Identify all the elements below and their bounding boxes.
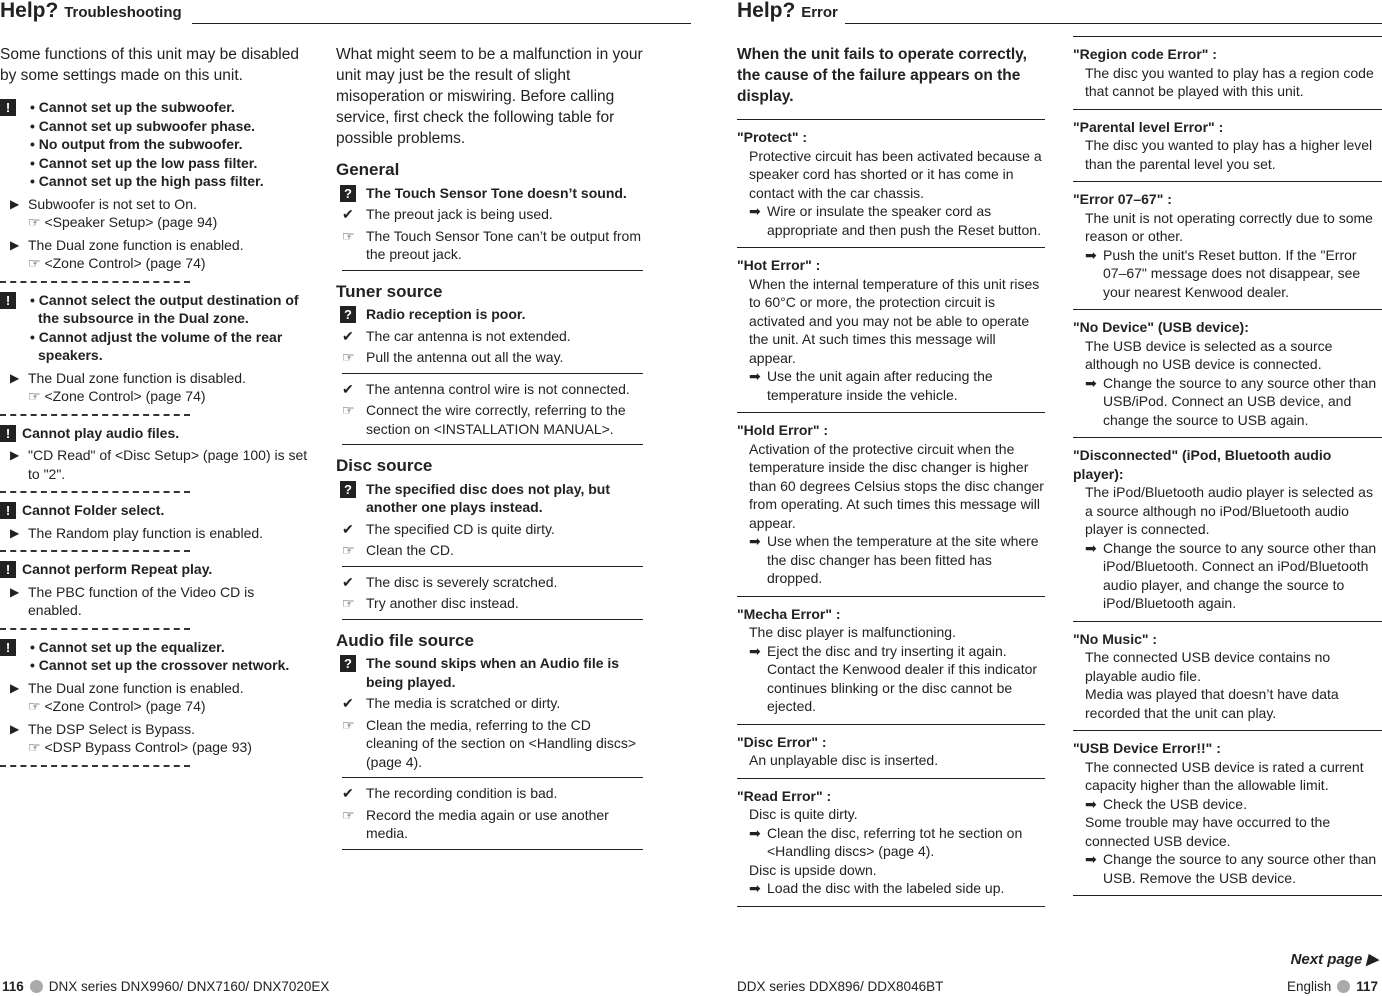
group-title: General bbox=[336, 160, 400, 179]
triangle-icon: ▶ bbox=[10, 584, 20, 599]
dashed-divider bbox=[0, 550, 190, 552]
cause-item bbox=[336, 205, 643, 224]
error-description: The unit is not operating correctly due to some reason or other. bbox=[1085, 209, 1373, 244]
divider bbox=[737, 596, 1045, 597]
cause-text: The media is scratched or dirty. bbox=[366, 695, 561, 711]
malfunction-intro: What might seem to be a malfunction in your unit may just be the result of slight misoperation or miswiring. Before calling service, first check the following table for possible problems. bbox=[336, 46, 643, 147]
error-title: "Disconnected" (iPod, Bluetooth audio player): bbox=[1073, 447, 1332, 482]
cause-item bbox=[336, 694, 643, 713]
triangle-icon: ▶ bbox=[10, 721, 20, 736]
dashed-divider bbox=[0, 491, 190, 493]
next-page-link[interactable]: Next page ▶ bbox=[1290, 951, 1378, 968]
symptom-text: • Cannot set up the subwoofer. bbox=[30, 99, 235, 115]
error-description: The connected USB device is rated a current capacity higher than the allowable limit. bbox=[1085, 758, 1364, 793]
symptom-text: • Cannot set up the high pass filter. bbox=[30, 173, 264, 189]
error-title: "No Device" (USB device): bbox=[1073, 319, 1249, 335]
dashed-divider bbox=[0, 628, 190, 630]
warning-icon: ! bbox=[0, 425, 16, 442]
cause-item bbox=[0, 446, 310, 483]
troubleshooting-block bbox=[0, 501, 310, 520]
cause-item bbox=[0, 583, 310, 620]
question-icon: ? bbox=[340, 306, 356, 323]
error-title: "Hot Error" : bbox=[737, 257, 821, 273]
divider bbox=[342, 444, 643, 445]
remedy-text: The Touch Sensor Tone can’t be output from the preout jack. bbox=[366, 227, 641, 262]
remedy-text: Clean the CD. bbox=[366, 542, 454, 558]
remedy-item bbox=[336, 227, 643, 264]
error-action bbox=[737, 824, 1045, 861]
cause-text: The antenna control wire is not connected. bbox=[366, 380, 630, 397]
error-description: The connected USB device contains no playable audio file. bbox=[1085, 649, 1331, 684]
cause-text: The preout jack is being used. bbox=[366, 206, 553, 222]
arrow-icon: ➡ bbox=[749, 368, 761, 384]
troubleshooting-block bbox=[0, 638, 310, 675]
warning-icon: ! bbox=[0, 639, 16, 656]
remedy-icon: ☞ bbox=[342, 716, 355, 733]
error-list-2 bbox=[1073, 45, 1382, 896]
divider bbox=[737, 119, 1045, 120]
right-header-title bbox=[737, 2, 838, 23]
action-text: Change the source to any source other than USB. Remove the USB device. bbox=[1103, 851, 1377, 886]
cause-item bbox=[336, 573, 643, 592]
error-action bbox=[1073, 246, 1382, 302]
help-label: Help? bbox=[737, 0, 796, 22]
warning-icon: ! bbox=[0, 561, 16, 578]
troubleshooting-intro: Some functions of this unit may be disabled by some settings made on this unit. bbox=[0, 46, 299, 84]
remedy-icon: ☞ bbox=[342, 806, 355, 823]
right-page-number: 117 bbox=[1356, 979, 1378, 994]
action-text: Change the source to any source other than iPod/Bluetooth. Connect an iPod/Bluetooth audio player, and change the source to iPod/Bluetooth again. bbox=[1103, 539, 1377, 611]
group-title: Audio file source bbox=[336, 630, 474, 650]
symptom-text: • Cannot set up the crossover network. bbox=[30, 657, 290, 673]
action-text: Push the unit's Reset button. If the "Error 07–67" message does not disappear, see your nearest Kenwood dealer. bbox=[1103, 246, 1361, 300]
cause-text: The Dual zone function is enabled. bbox=[28, 236, 244, 253]
cause-text: Subwoofer is not set to On. bbox=[28, 195, 197, 212]
remedy-item bbox=[336, 401, 643, 438]
error-title: "Error 07–67" : bbox=[1073, 191, 1172, 207]
warning-icon: ! bbox=[0, 502, 16, 519]
remedy-item bbox=[336, 348, 643, 367]
remedy-text: Pull the antenna out all the way. bbox=[366, 349, 564, 365]
help-label: Help? bbox=[0, 0, 59, 22]
arrow-icon: ➡ bbox=[1085, 795, 1097, 812]
remedy-item bbox=[336, 806, 643, 843]
error-action bbox=[737, 202, 1045, 239]
divider bbox=[1073, 309, 1382, 310]
question-icon: ? bbox=[340, 481, 356, 498]
dashed-divider bbox=[0, 281, 190, 283]
error-action bbox=[737, 532, 1045, 588]
page-reference: ☞ <Zone Control> (page 74) bbox=[28, 255, 206, 271]
symptom-text: • Cannot set up the equalizer. bbox=[30, 638, 225, 655]
warning-icon: ! bbox=[0, 292, 16, 309]
check-icon: ✔ bbox=[342, 380, 354, 397]
arrow-icon: ➡ bbox=[1085, 374, 1097, 391]
cause-item bbox=[336, 327, 643, 346]
divider bbox=[342, 777, 643, 778]
divider bbox=[737, 412, 1045, 413]
error-title: "Disc Error" : bbox=[737, 733, 827, 750]
troubleshooting-block bbox=[0, 98, 310, 191]
problem-text: The sound skips when an Audio file is being played. bbox=[366, 655, 620, 690]
cause-item bbox=[336, 784, 643, 803]
remedy-text: Record the media again or use another media. bbox=[366, 806, 609, 841]
divider bbox=[342, 619, 643, 620]
cause-text: The specified CD is quite dirty. bbox=[366, 520, 555, 537]
problem-text: Radio reception is poor. bbox=[366, 306, 526, 322]
error-title: "USB Device Error!!" : bbox=[1073, 740, 1221, 756]
divider bbox=[342, 373, 643, 374]
error-description: The disc you wanted to play has a higher level than the parental level you set. bbox=[1085, 137, 1373, 172]
arrow-icon: ➡ bbox=[1085, 851, 1097, 867]
group-title: Disc source bbox=[336, 456, 433, 475]
symptom-text: • Cannot set up the low pass filter. bbox=[30, 154, 258, 171]
remedy-icon: ☞ bbox=[342, 227, 355, 244]
page-reference: ☞ <Zone Control> (page 74) bbox=[28, 388, 206, 404]
error-description: The disc you wanted to play has a region code that cannot be played with this unit. bbox=[1085, 64, 1374, 99]
triangle-icon: ▶ bbox=[10, 237, 20, 252]
cause-item bbox=[0, 195, 310, 214]
troubleshooting-block bbox=[0, 424, 310, 443]
cause-text: The PBC function of the Video CD is enabled. bbox=[28, 583, 255, 618]
cause-item bbox=[0, 236, 310, 255]
triangle-icon: ▶ bbox=[10, 370, 20, 385]
error-action bbox=[737, 642, 1045, 716]
error-action bbox=[1073, 539, 1382, 613]
remedy-item bbox=[336, 594, 643, 613]
error-action bbox=[1073, 850, 1382, 887]
right-header-rule bbox=[845, 23, 1382, 24]
problem-item bbox=[336, 654, 643, 691]
section-subtitle: Error bbox=[801, 4, 838, 21]
remedy-item bbox=[336, 541, 643, 560]
cause-text: The car antenna is not extended. bbox=[366, 327, 571, 344]
cause-item bbox=[0, 369, 310, 388]
divider bbox=[1073, 181, 1382, 182]
error-description: Media was played that doesn’t have data recorded that the unit can play. bbox=[1085, 686, 1339, 721]
problem-item bbox=[336, 305, 643, 324]
troubleshooting-column bbox=[0, 44, 310, 775]
errors-column-1 bbox=[737, 44, 1045, 907]
left-series: DNX series DNX9960/ DNX7160/ DNX7020EX bbox=[48, 979, 330, 994]
remedy-item bbox=[336, 716, 643, 772]
arrow-icon: ➡ bbox=[749, 880, 761, 896]
left-header-rule bbox=[192, 23, 691, 24]
cause-text: The Dual zone function is enabled. bbox=[28, 679, 244, 696]
check-icon: ✔ bbox=[342, 695, 354, 711]
right-footer-page bbox=[1287, 978, 1378, 996]
symptom-text: • Cannot select the output destination of the subsource in the Dual zone. bbox=[30, 291, 299, 326]
error-description: An unplayable disc is inserted. bbox=[749, 752, 939, 768]
problem-item bbox=[336, 184, 643, 203]
problem-text: The specified disc does not play, but another one plays instead. bbox=[366, 480, 611, 515]
error-description: Disc is upside down. bbox=[749, 861, 877, 878]
page-reference: ☞ <Speaker Setup> (page 94) bbox=[28, 214, 218, 230]
remedy-icon: ☞ bbox=[342, 542, 355, 558]
action-text: Wire or insulate the speaker cord as appropriate and then push the Reset button. bbox=[767, 203, 1041, 238]
error-title: "Read Error" : bbox=[737, 787, 832, 804]
error-description: Disc is quite dirty. bbox=[749, 806, 858, 822]
divider bbox=[737, 247, 1045, 248]
arrow-icon: ➡ bbox=[749, 642, 761, 659]
triangle-icon: ▶ bbox=[10, 680, 20, 695]
triangle-icon: ▶ bbox=[10, 196, 20, 211]
cause-text: The DSP Select is Bypass. bbox=[28, 720, 196, 737]
remedy-icon: ☞ bbox=[342, 402, 355, 418]
error-title: "Protect" : bbox=[737, 129, 808, 145]
divider bbox=[1073, 621, 1382, 622]
cause-item bbox=[336, 520, 643, 539]
check-icon: ✔ bbox=[342, 520, 354, 537]
cause-text: The recording condition is bad. bbox=[366, 785, 558, 801]
error-title: "Region code Error" : bbox=[1073, 46, 1217, 62]
action-text: Check the USB device. bbox=[1103, 795, 1247, 812]
troubleshooting-block bbox=[0, 291, 310, 365]
divider bbox=[737, 906, 1045, 907]
divider bbox=[1073, 730, 1382, 731]
right-series: DDX series DDX896/ DDX8046BT bbox=[737, 979, 944, 994]
question-icon: ? bbox=[340, 655, 356, 672]
arrow-icon: ➡ bbox=[749, 533, 761, 549]
error-action bbox=[1073, 374, 1382, 430]
error-description: Activation of the protective circuit when the temperature inside the disc changer is higher than 60 degrees Celsius stops the disc changer from operating. At such times this message will appear. bbox=[749, 440, 1044, 531]
check-icon: ✔ bbox=[342, 573, 354, 590]
divider bbox=[737, 724, 1045, 725]
arrow-icon: ➡ bbox=[1085, 246, 1097, 263]
problem-item bbox=[336, 480, 643, 517]
error-action bbox=[737, 367, 1045, 404]
troubleshooting-block bbox=[0, 560, 310, 579]
action-text: Use the unit again after reducing the temperature inside the vehicle. bbox=[767, 368, 993, 403]
check-icon: ✔ bbox=[342, 206, 354, 222]
error-description: When the internal temperature of this unit rises to 60°C or more, the protection circuit is activated and you may not be able to operate the unit. At such times this message will appear. bbox=[749, 275, 1040, 366]
action-text: Use when the temperature at the site where the disc changer has been fitted has dropped. bbox=[767, 533, 1039, 586]
left-footer bbox=[2, 978, 329, 996]
arrow-icon: ➡ bbox=[1085, 539, 1097, 556]
check-icon: ✔ bbox=[342, 785, 354, 801]
divider bbox=[1073, 109, 1382, 110]
divider bbox=[737, 778, 1045, 779]
cause-text: The Dual zone function is disabled. bbox=[28, 369, 246, 386]
arrow-icon: ➡ bbox=[749, 824, 761, 841]
divider bbox=[342, 270, 643, 271]
symptom-text: • Cannot adjust the volume of the rear speakers. bbox=[30, 328, 283, 363]
cause-item bbox=[336, 380, 643, 399]
troubleshooting-list bbox=[0, 98, 310, 767]
action-text: Change the source to any source other than USB/iPod. Connect an USB device, and change the source to USB again. bbox=[1103, 374, 1377, 428]
divider bbox=[342, 849, 643, 850]
symptom-text: Cannot perform Repeat play. bbox=[22, 561, 213, 577]
cause-text: The disc is severely scratched. bbox=[366, 573, 558, 590]
cause-item bbox=[0, 679, 310, 698]
error-description: The USB device is selected as a source although no USB device is connected. bbox=[1085, 337, 1333, 372]
triangle-icon: ▶ bbox=[10, 525, 20, 540]
error-title: "Parental level Error" : bbox=[1073, 118, 1224, 135]
malfunction-column bbox=[336, 44, 643, 856]
arrow-icon: ➡ bbox=[749, 203, 761, 219]
group-title: Tuner source bbox=[336, 281, 443, 301]
divider bbox=[342, 566, 643, 567]
error-list-1 bbox=[737, 128, 1045, 907]
dashed-divider bbox=[0, 414, 190, 416]
divider bbox=[1073, 36, 1382, 37]
page-reference: ☞ <DSP Bypass Control> (page 93) bbox=[28, 739, 252, 755]
page-dot-icon bbox=[30, 980, 43, 993]
action-text: Load the disc with the labeled side up. bbox=[767, 880, 1005, 896]
action-text: Eject the disc and try inserting it again. Contact the Kenwood dealer if this indicator continues blinking or the disc cannot be ejected. bbox=[767, 642, 1038, 714]
divider bbox=[1073, 437, 1382, 438]
left-header bbox=[0, 0, 691, 26]
warning-icon: ! bbox=[0, 99, 16, 116]
malfunction-list bbox=[336, 161, 643, 850]
symptom-text: • Cannot set up subwoofer phase. bbox=[30, 117, 256, 134]
remedy-text: Try another disc instead. bbox=[366, 595, 519, 611]
triangle-icon: ▶ bbox=[10, 448, 20, 462]
errors-intro: When the unit fails to operate correctly, the cause of the failure appears on the display. bbox=[737, 46, 1027, 105]
error-title: "Hold Error" : bbox=[737, 422, 829, 438]
remedy-text: Connect the wire correctly, referring to the section on <INSTALLATION MANUAL>. bbox=[366, 402, 626, 437]
remedy-text: Clean the media, referring to the CD cleaning of the section on <Handling discs> (page 4). bbox=[366, 716, 637, 770]
language-label: English bbox=[1286, 979, 1332, 994]
remedy-icon: ☞ bbox=[342, 349, 355, 365]
dashed-divider bbox=[0, 765, 190, 767]
right-header bbox=[691, 0, 1382, 26]
check-icon: ✔ bbox=[342, 327, 354, 344]
cause-text: "CD Read" of <Disc Setup> (page 100) is set to "2". bbox=[28, 447, 308, 482]
cause-item bbox=[0, 524, 310, 543]
error-description: The disc player is malfunctioning. bbox=[749, 624, 956, 640]
page-reference: ☞ <Zone Control> (page 74) bbox=[28, 698, 206, 714]
error-action bbox=[737, 879, 1045, 898]
error-action bbox=[1073, 795, 1382, 814]
symptom-text: • No output from the subwoofer. bbox=[30, 136, 243, 152]
error-description: Protective circuit has been activated because a speaker cord has shorted or it has come in contact with the car chassis. bbox=[749, 147, 1042, 201]
remedy-icon: ☞ bbox=[342, 595, 355, 611]
cause-text: The Random play function is enabled. bbox=[28, 524, 264, 541]
page-dot-icon bbox=[1337, 980, 1350, 993]
action-text: Clean the disc, referring tot he section on <Handling discs> (page 4). bbox=[767, 824, 1023, 859]
symptom-text: Cannot play audio files. bbox=[22, 424, 180, 441]
divider bbox=[1073, 895, 1382, 896]
cause-item bbox=[0, 720, 310, 739]
question-icon: ? bbox=[340, 185, 356, 202]
error-description: The iPod/Bluetooth audio player is selected as a source although no iPod/Bluetooth audio player is connected. bbox=[1085, 484, 1373, 537]
right-footer-series bbox=[737, 978, 943, 996]
error-title: "Mecha Error" : bbox=[737, 605, 841, 622]
left-page-number: 116 bbox=[2, 979, 24, 994]
left-header-title bbox=[0, 2, 182, 23]
error-description: Some trouble may have occurred to the connected USB device. bbox=[1085, 814, 1331, 849]
error-title: "No Music" : bbox=[1073, 630, 1158, 647]
problem-text: The Touch Sensor Tone doesn’t sound. bbox=[366, 184, 627, 201]
errors-column-2 bbox=[1073, 36, 1382, 896]
section-subtitle: Troubleshooting bbox=[64, 4, 182, 21]
symptom-text: Cannot Folder select. bbox=[22, 502, 165, 518]
